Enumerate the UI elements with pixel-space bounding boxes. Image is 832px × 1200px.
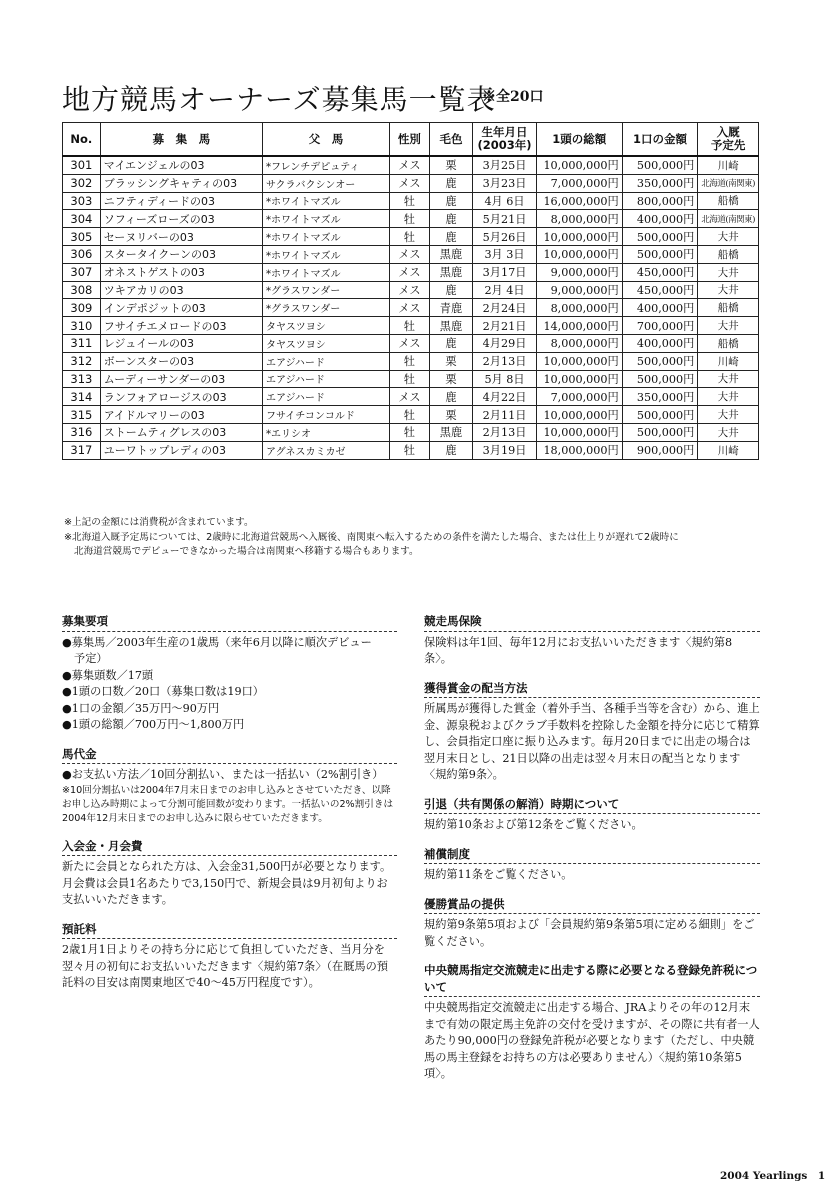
cell-birth: 4月 6日 [473, 192, 537, 210]
section-head-prize: 獲得賞金の配当方法 [424, 680, 760, 699]
table-row [63, 317, 759, 335]
cell-sex: 牡 [390, 441, 430, 459]
cell-birth: 2月 4日 [473, 281, 537, 299]
section-head-deposit: 預託料 [62, 921, 397, 940]
cell-color: 黒鹿 [429, 263, 473, 281]
cell-no: 317 [63, 441, 101, 459]
cell-share: 500,000円 [622, 406, 698, 424]
cell-dest: 船橋 [698, 299, 759, 317]
section-jra [424, 962, 760, 1083]
header-sire: 父 馬 [262, 123, 389, 157]
cell-no: 306 [63, 245, 101, 263]
cell-dest: 川崎 [698, 352, 759, 370]
cell-sex: 牡 [390, 406, 430, 424]
cell-sire: アグネスカミカゼ [262, 441, 389, 459]
cell-sire: エアジハード [262, 352, 389, 370]
cell-no: 307 [63, 263, 101, 281]
cell-sire: フサイチコンコルド [262, 406, 389, 424]
cell-sex: 牡 [390, 370, 430, 388]
cell-sire: エアジハード [262, 388, 389, 406]
cell-total: 8,000,000円 [536, 210, 622, 228]
cell-total: 9,000,000円 [536, 263, 622, 281]
table-row [63, 388, 759, 406]
cell-sex: メス [390, 299, 430, 317]
cell-total: 10,000,000円 [536, 370, 622, 388]
section-head-retire: 引退（共有関係の解消）時期について [424, 796, 760, 815]
section-price [62, 746, 397, 826]
cell-share: 350,000円 [622, 388, 698, 406]
page-title: 地方競馬オーナーズ募集馬一覧表 [62, 83, 496, 116]
header-total: 1頭の総額 [536, 123, 622, 157]
cell-birth: 2月11日 [473, 406, 537, 424]
page-footer: 2004 Yearlings 1 [720, 1170, 826, 1182]
compensation-text: 規約第11条をご覧ください。 [424, 868, 573, 881]
cell-no: 311 [63, 334, 101, 352]
cell-share: 400,000円 [622, 334, 698, 352]
cell-dest: 船橋 [698, 334, 759, 352]
cell-total: 16,000,000円 [536, 192, 622, 210]
cell-color: 栗 [429, 156, 473, 174]
recruit-item: ●1頭の総額／700万円〜1,800万円 [62, 718, 245, 731]
cell-total: 10,000,000円 [536, 406, 622, 424]
cell-color: 鹿 [429, 281, 473, 299]
cell-color: 鹿 [429, 174, 473, 192]
prize-text: 所属馬が獲得した賞金（着外手当、各種手当等を含む）から、進上金、源泉税およびクラブ手数料を控除した金額を持分に応じて精算し、会員指定口座に振り込みます。毎月20日までに出走の場合は翌月末日とし、21日以降の出走は翌々月末日の配当となります〈規約第9条〉。 [424, 702, 760, 781]
header-share: 1口の金額 [622, 123, 698, 157]
cell-horse-name: アイドルマリーの03 [100, 406, 262, 424]
cell-share: 400,000円 [622, 299, 698, 317]
cell-birth: 4月29日 [473, 334, 537, 352]
cell-sire: *グラスワンダー [262, 299, 389, 317]
table-row [63, 334, 759, 352]
cell-no: 313 [63, 370, 101, 388]
cell-share: 800,000円 [622, 192, 698, 210]
cell-dest: 大井 [698, 423, 759, 441]
cell-sex: メス [390, 281, 430, 299]
cell-horse-name: スタータイクーンの03 [100, 245, 262, 263]
trophy-text: 規約第9条第5項および「会員規約第9条第5項に定める細則」をご覧ください。 [424, 918, 755, 948]
cell-sex: メス [390, 334, 430, 352]
cell-no: 303 [63, 192, 101, 210]
cell-total: 8,000,000円 [536, 299, 622, 317]
cell-sire: サクラバクシンオー [262, 174, 389, 192]
cell-sire: *ホワイトマズル [262, 192, 389, 210]
note-hokkaido-cont: 北海道営競馬でデビューできなかった場合は南関東へ移籍する場合もあります。 [74, 546, 419, 557]
recruit-item: ●募集馬／2003年生産の1歳馬（来年6月以降に順次デビュー [62, 635, 372, 649]
cell-sire: タヤスツヨシ [262, 334, 389, 352]
cell-dest: 船橋 [698, 245, 759, 263]
cell-no: 310 [63, 317, 101, 335]
cell-horse-name: ボーンスターの03 [100, 352, 262, 370]
header-horse: 募 集 馬 [100, 123, 262, 157]
table-row [63, 192, 759, 210]
cell-total: 9,000,000円 [536, 281, 622, 299]
cell-dest: 大井 [698, 388, 759, 406]
header-birth: 生年月日 (2003年) [473, 123, 537, 157]
cell-birth: 3月25日 [473, 156, 537, 174]
cell-share: 500,000円 [622, 156, 698, 174]
cell-no: 316 [63, 423, 101, 441]
cell-birth: 5月26日 [473, 228, 537, 246]
recruit-item: 予定） [74, 652, 108, 665]
table-row [63, 281, 759, 299]
section-compensation [424, 846, 760, 884]
cell-horse-name: ユーワトップレディの03 [100, 441, 262, 459]
cell-total: 10,000,000円 [536, 245, 622, 263]
cell-birth: 5月 8日 [473, 370, 537, 388]
cell-horse-name: ツキアカリの03 [100, 281, 262, 299]
cell-sex: 牡 [390, 352, 430, 370]
cell-sex: メス [390, 174, 430, 192]
cell-horse-name: オネストゲストの03 [100, 263, 262, 281]
table-row [63, 210, 759, 228]
cell-birth: 2月21日 [473, 317, 537, 335]
cell-sire: *ホワイトマズル [262, 210, 389, 228]
cell-color: 栗 [429, 370, 473, 388]
title-row [62, 78, 762, 114]
cell-share: 500,000円 [622, 423, 698, 441]
cell-color: 鹿 [429, 210, 473, 228]
price-note: ※10回分割払いは2004年7月末日までのお申し込みとさせていただき、以降お申し込み時期によって分割可能回数が変わります。一括払いの2%割引きは2004年12月末日までのお申し込みに限らせていただきます。 [62, 784, 394, 824]
cell-horse-name: レジュイールの03 [100, 334, 262, 352]
cell-horse-name: ストームティグレスの03 [100, 423, 262, 441]
table-row [63, 174, 759, 192]
cell-dest: 川崎 [698, 441, 759, 459]
table-row [63, 441, 759, 459]
cell-horse-name: セーヌリバーの03 [100, 228, 262, 246]
cell-total: 10,000,000円 [536, 352, 622, 370]
retire-text: 規約第10条および第12条をご覧ください。 [424, 818, 643, 831]
cell-no: 305 [63, 228, 101, 246]
table-header-row [63, 123, 759, 157]
jra-text: 中央競馬指定交流競走に出走する場合、JRAよりその年の12月末まで有効の限定馬主免許の交付を受けますが、その際に共有者一人あたり90,000円の登録免許税が必要となります（ただし、中央競馬の馬主登録をお持ちの方は必要ありません）〈規約第10条第5項〉。 [424, 1001, 760, 1080]
section-head-recruit: 募集要項 [62, 613, 397, 632]
section-prize [424, 680, 760, 784]
cell-sire: *グラスワンダー [262, 281, 389, 299]
cell-total: 10,000,000円 [536, 423, 622, 441]
cell-color: 黒鹿 [429, 423, 473, 441]
section-insurance [424, 613, 760, 668]
cell-birth: 3月17日 [473, 263, 537, 281]
cell-no: 315 [63, 406, 101, 424]
table-row [63, 352, 759, 370]
cell-dest: 北海道(南関東) [698, 210, 759, 228]
cell-color: 鹿 [429, 388, 473, 406]
cell-sex: メス [390, 388, 430, 406]
cell-dest: 大井 [698, 370, 759, 388]
cell-horse-name: ブラッシングキャティの03 [100, 174, 262, 192]
header-color: 毛色 [429, 123, 473, 157]
cell-total: 10,000,000円 [536, 228, 622, 246]
cell-color: 栗 [429, 352, 473, 370]
cell-birth: 3月 3日 [473, 245, 537, 263]
recruit-item: ●1頭の口数／20口（募集口数は19口） [62, 685, 264, 698]
title-note: ※全20口 [482, 89, 544, 105]
cell-birth: 5月21日 [473, 210, 537, 228]
cell-color: 黒鹿 [429, 317, 473, 335]
cell-dest: 北海道(南関東) [698, 174, 759, 192]
cell-share: 350,000円 [622, 174, 698, 192]
cell-share: 900,000円 [622, 441, 698, 459]
cell-share: 500,000円 [622, 245, 698, 263]
cell-dest: 大井 [698, 228, 759, 246]
note-hokkaido: ※北海道入厩予定馬については、2歳時に北海道営競馬へ入厩後、南関東へ転入するための条件を満たした場合、または仕上りが遅れて2歳時に [64, 531, 679, 543]
section-deposit [62, 921, 397, 992]
section-head-jra: 中央競馬指定交流競走に出走する際に必要となる登録免許税について [424, 962, 760, 997]
cell-sex: メス [390, 245, 430, 263]
cell-sex: 牡 [390, 317, 430, 335]
section-head-insurance: 競走馬保険 [424, 613, 760, 632]
header-no: No. [63, 123, 101, 157]
cell-total: 18,000,000円 [536, 441, 622, 459]
cell-share: 400,000円 [622, 210, 698, 228]
cell-share: 450,000円 [622, 263, 698, 281]
cell-total: 8,000,000円 [536, 334, 622, 352]
table-row [63, 370, 759, 388]
right-column [424, 613, 760, 1095]
cell-color: 鹿 [429, 441, 473, 459]
cell-color: 鹿 [429, 192, 473, 210]
cell-birth: 3月23日 [473, 174, 537, 192]
section-fee [62, 838, 397, 909]
cell-sire: *ホワイトマズル [262, 228, 389, 246]
cell-birth: 3月19日 [473, 441, 537, 459]
table-row [63, 299, 759, 317]
cell-color: 鹿 [429, 334, 473, 352]
cell-sex: 牡 [390, 192, 430, 210]
cell-no: 309 [63, 299, 101, 317]
cell-dest: 川崎 [698, 156, 759, 174]
cell-total: 7,000,000円 [536, 388, 622, 406]
recruit-item: ●1口の金額／35万円〜90万円 [62, 701, 220, 715]
section-trophy [424, 896, 760, 951]
cell-birth: 2月13日 [473, 352, 537, 370]
horse-table [62, 122, 759, 460]
table-body [63, 156, 759, 459]
cell-color: 鹿 [429, 228, 473, 246]
recruit-item: ●募集頭数／17頭 [62, 668, 154, 682]
cell-horse-name: ソフィーズローズの03 [100, 210, 262, 228]
cell-sex: メス [390, 156, 430, 174]
price-method: ●お支払い方法／10回分割払い、または一括払い（2%割引き） [62, 768, 384, 781]
cell-total: 10,000,000円 [536, 156, 622, 174]
cell-total: 14,000,000円 [536, 317, 622, 335]
cell-dest: 大井 [698, 317, 759, 335]
table-row [63, 263, 759, 281]
section-head-fee: 入会金・月会費 [62, 838, 397, 857]
cell-sex: 牡 [390, 228, 430, 246]
cell-dest: 大井 [698, 281, 759, 299]
cell-share: 700,000円 [622, 317, 698, 335]
left-column [62, 613, 397, 1004]
cell-sire: *ホワイトマズル [262, 263, 389, 281]
cell-color: 栗 [429, 406, 473, 424]
cell-dest: 大井 [698, 263, 759, 281]
cell-no: 302 [63, 174, 101, 192]
cell-horse-name: フサイチエメロードの03 [100, 317, 262, 335]
cell-no: 314 [63, 388, 101, 406]
cell-sire: *ホワイトマズル [262, 245, 389, 263]
section-recruit [62, 613, 397, 734]
deposit-text: 2歳1月1日よりその持ち分に応じて負担していただき、当月分を翌々月の初旬にお支払いいただきます〈規約第7条〉（在厩馬の預託料の目安は南関東地区で40〜45万円程度です）。 [62, 943, 388, 989]
cell-share: 500,000円 [622, 352, 698, 370]
cell-sire: エアジハード [262, 370, 389, 388]
cell-sire: *エリシオ [262, 423, 389, 441]
cell-total: 7,000,000円 [536, 174, 622, 192]
cell-no: 308 [63, 281, 101, 299]
cell-share: 500,000円 [622, 370, 698, 388]
table-row [63, 245, 759, 263]
cell-dest: 船橋 [698, 192, 759, 210]
cell-no: 312 [63, 352, 101, 370]
fee-text: 新たに会員となられた方は、入会金31,500円が必要となります。月会費は会員1名あたりで3,150円で、新規会員は9月初旬よりお支払いいただきます。 [62, 860, 392, 906]
cell-birth: 2月13日 [473, 423, 537, 441]
cell-sex: 牡 [390, 423, 430, 441]
section-head-price: 馬代金 [62, 746, 397, 765]
cell-share: 500,000円 [622, 228, 698, 246]
cell-birth: 2月24日 [473, 299, 537, 317]
cell-color: 黒鹿 [429, 245, 473, 263]
cell-sex: メス [390, 263, 430, 281]
table-row [63, 406, 759, 424]
cell-no: 304 [63, 210, 101, 228]
insurance-text: 保険料は年1回、毎年12月にお支払いいただきます〈規約第8条〉。 [424, 635, 733, 665]
table-notes [64, 516, 764, 560]
cell-no: 301 [63, 156, 101, 174]
cell-horse-name: ムーディーサンダーの03 [100, 370, 262, 388]
cell-dest: 大井 [698, 406, 759, 424]
header-dest: 入厩 予定先 [698, 123, 759, 157]
section-head-compensation: 補償制度 [424, 846, 760, 865]
section-head-trophy: 優勝賞品の提供 [424, 896, 760, 915]
cell-horse-name: ニフティディードの03 [100, 192, 262, 210]
cell-birth: 4月22日 [473, 388, 537, 406]
cell-sire: *フレンチデピュティ [262, 156, 389, 174]
table-row [63, 423, 759, 441]
cell-sire: タヤスツヨシ [262, 317, 389, 335]
note-tax: ※上記の金額には消費税が含まれています。 [64, 517, 254, 528]
cell-color: 青鹿 [429, 299, 473, 317]
header-sex: 性別 [390, 123, 430, 157]
cell-sex: 牡 [390, 210, 430, 228]
cell-share: 450,000円 [622, 281, 698, 299]
table-row [63, 228, 759, 246]
table-row [63, 156, 759, 174]
cell-horse-name: ランフォアロージスの03 [100, 388, 262, 406]
cell-horse-name: マイエンジェルの03 [100, 156, 262, 174]
cell-horse-name: インデポジットの03 [100, 299, 262, 317]
section-retire [424, 796, 760, 834]
